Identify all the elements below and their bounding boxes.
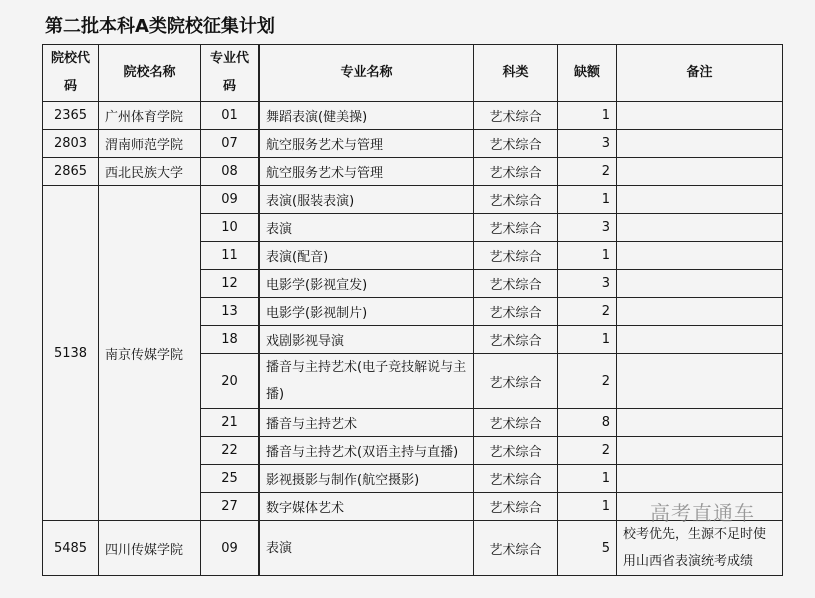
vacancy: 1 (558, 242, 617, 270)
major-name: 播音与主持艺术 (259, 409, 474, 437)
category: 艺术综合 (474, 242, 558, 270)
category: 艺术综合 (474, 158, 558, 186)
major-code: 08 (201, 158, 260, 186)
vacancy: 1 (558, 465, 617, 493)
header-code: 院校代码 (43, 45, 99, 102)
note (617, 409, 783, 437)
major-code: 22 (201, 437, 260, 465)
header-major: 专业名称 (259, 45, 474, 102)
major-code: 12 (201, 270, 260, 298)
note (617, 102, 783, 130)
major-code: 09 (201, 521, 260, 576)
major-code: 13 (201, 298, 260, 326)
major-code: 11 (201, 242, 260, 270)
school-code: 5485 (43, 521, 99, 576)
major-code: 27 (201, 493, 260, 521)
category: 艺术综合 (474, 186, 558, 214)
category: 艺术综合 (474, 465, 558, 493)
vacancy: 1 (558, 102, 617, 130)
table-row (43, 102, 783, 130)
vacancy: 1 (558, 186, 617, 214)
school-name: 四川传媒学院 (99, 521, 201, 576)
note (617, 214, 783, 242)
note (617, 298, 783, 326)
school-name: 广州体育学院 (99, 102, 201, 130)
major-code: 18 (201, 326, 260, 354)
category: 艺术综合 (474, 409, 558, 437)
note (617, 270, 783, 298)
category: 艺术综合 (474, 102, 558, 130)
vacancy: 2 (558, 158, 617, 186)
major-code: 09 (201, 186, 260, 214)
vacancy: 1 (558, 326, 617, 354)
major-code: 01 (201, 102, 260, 130)
note (617, 186, 783, 214)
major-code: 20 (201, 354, 260, 409)
major-name: 电影学(影视制片) (259, 298, 474, 326)
major-name: 播音与主持艺术(电子竞技解说与主播) (259, 354, 474, 409)
category: 艺术综合 (474, 214, 558, 242)
watermark: 高考直通车 (650, 501, 755, 525)
category: 艺术综合 (474, 354, 558, 409)
note (617, 465, 783, 493)
major-name: 电影学(影视宣发) (259, 270, 474, 298)
table-row (43, 158, 783, 186)
school-code: 2803 (43, 130, 99, 158)
table-header (43, 45, 783, 102)
major-name: 播音与主持艺术(双语主持与直播) (259, 437, 474, 465)
school-code: 5138 (43, 186, 99, 521)
category: 艺术综合 (474, 437, 558, 465)
page-title: 第二批本科A类院校征集计划 (45, 16, 275, 37)
note (617, 326, 783, 354)
school-code: 2865 (43, 158, 99, 186)
vacancy: 8 (558, 409, 617, 437)
vacancy: 3 (558, 130, 617, 158)
major-name: 航空服务艺术与管理 (259, 130, 474, 158)
school-name: 渭南师范学院 (99, 130, 201, 158)
major-name: 戏剧影视导演 (259, 326, 474, 354)
table-row (43, 521, 783, 576)
category: 艺术综合 (474, 270, 558, 298)
major-code: 21 (201, 409, 260, 437)
major-name: 表演(服装表演) (259, 186, 474, 214)
category: 艺术综合 (474, 130, 558, 158)
note (617, 130, 783, 158)
note: 校考优先，生源不足时使用山西省表演统考成绩 (617, 521, 783, 576)
major-code: 10 (201, 214, 260, 242)
major-name: 影视摄影与制作(航空摄影) (259, 465, 474, 493)
major-name: 舞蹈表演(健美操) (259, 102, 474, 130)
table-row (43, 130, 783, 158)
major-name: 航空服务艺术与管理 (259, 158, 474, 186)
vacancy: 3 (558, 214, 617, 242)
major-name: 表演 (259, 521, 474, 576)
category: 艺术综合 (474, 521, 558, 576)
vacancy: 2 (558, 354, 617, 409)
major-name: 表演 (259, 214, 474, 242)
school-code: 2365 (43, 102, 99, 130)
vacancy: 2 (558, 298, 617, 326)
major-name: 表演(配音) (259, 242, 474, 270)
table-row (43, 186, 783, 214)
header-school: 院校名称 (99, 45, 201, 102)
vacancy: 5 (558, 521, 617, 576)
vacancy: 3 (558, 270, 617, 298)
category: 艺术综合 (474, 298, 558, 326)
category: 艺术综合 (474, 326, 558, 354)
note (617, 437, 783, 465)
note (617, 158, 783, 186)
note (617, 354, 783, 409)
major-code: 25 (201, 465, 260, 493)
major-name: 数字媒体艺术 (259, 493, 474, 521)
school-name: 南京传媒学院 (99, 186, 201, 521)
header-note: 备注 (617, 45, 783, 102)
category: 艺术综合 (474, 493, 558, 521)
school-name: 西北民族大学 (99, 158, 201, 186)
vacancy: 1 (558, 493, 617, 521)
header-major-code: 专业代码 (201, 45, 260, 102)
vacancy: 2 (558, 437, 617, 465)
major-code: 07 (201, 130, 260, 158)
header-category: 科类 (474, 45, 558, 102)
header-vacancy: 缺额 (558, 45, 617, 102)
note (617, 242, 783, 270)
